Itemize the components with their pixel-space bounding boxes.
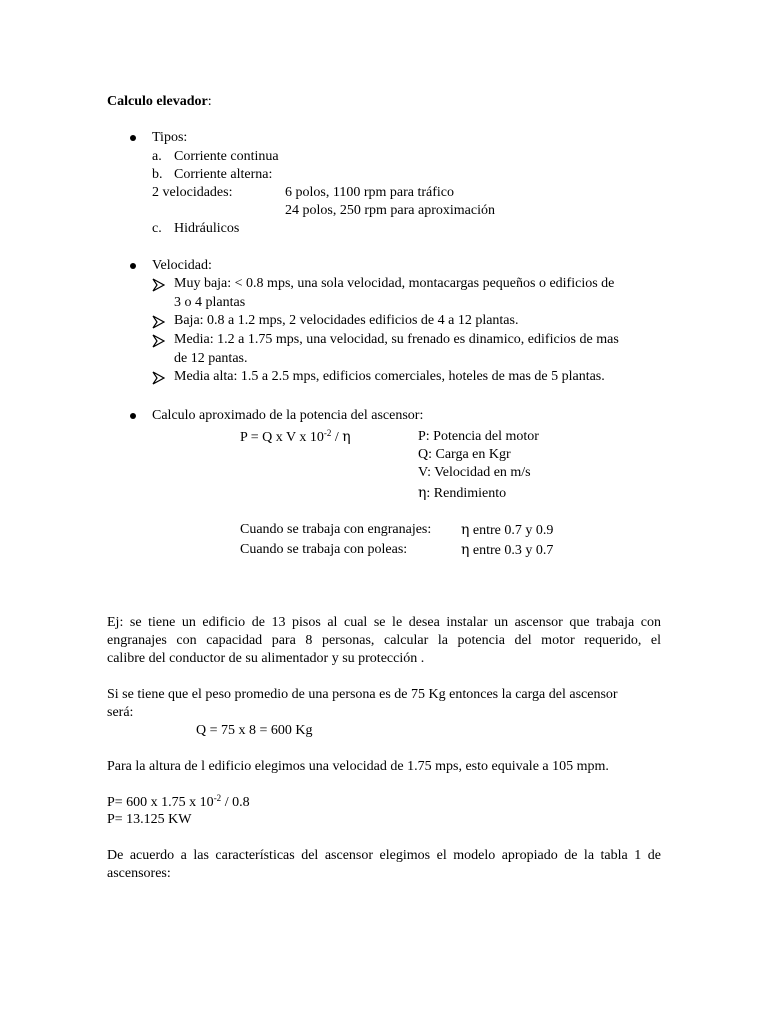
velocidad-media-1: Media: 1.2 a 1.75 mps, una velocidad, su frenado es dinamico, edificios de mas xyxy=(174,332,619,347)
arrow-bullet-icon xyxy=(152,315,165,329)
arrow-bullet-icon xyxy=(152,278,165,292)
velocidad-baja: Baja: 0.8 a 1.2 mps, 2 velocidades edificios de 4 a 12 plantas. xyxy=(174,313,519,328)
speed-1: 6 polos, 1100 rpm para tráfico xyxy=(285,185,454,200)
arrow-bullet-icon xyxy=(152,334,165,348)
tipos-c-mark: c. xyxy=(152,221,162,236)
speed-2: 24 polos, 250 rpm para aproximación xyxy=(285,203,495,218)
engranajes-range: entre 0.7 y 0.9 xyxy=(469,523,554,538)
formula-text: P = Q x V x 10 xyxy=(240,430,324,445)
document-title: Calculo elevador xyxy=(107,94,208,109)
example-line-2: engranajes con capacidad para 8 personas, calcular la potencia del motor requerido, el xyxy=(107,633,661,648)
poleas-eta: η xyxy=(461,542,470,558)
formula-divide: / xyxy=(331,430,343,445)
document-title-line xyxy=(107,93,212,111)
velocidad-muy-baja-2: 3 o 4 plantas xyxy=(174,295,246,310)
p-calc-divide: / 0.8 xyxy=(221,795,250,810)
tipos-b: Corriente alterna: xyxy=(174,167,273,182)
p-calculation xyxy=(107,794,250,812)
formula-eta: η xyxy=(342,429,351,445)
example-line-3: calibre del conductor de su alimentador y su protección . xyxy=(107,651,425,666)
def-eta xyxy=(418,484,506,503)
power-formula xyxy=(240,428,351,447)
tipos-label: Tipos: xyxy=(152,130,188,145)
two-speeds-label: 2 velocidades: xyxy=(152,185,233,200)
bullet-icon xyxy=(130,135,136,141)
altura-line: Para la altura de l edificio elegimos una velocidad de 1.75 mps, esto equivale a 105 mpm. xyxy=(107,759,609,774)
velocidad-media-alta: Media alta: 1.5 a 2.5 mps, edificios comerciales, hoteles de mas de 5 plantas. xyxy=(174,369,605,384)
tipos-a: Corriente continua xyxy=(174,149,279,164)
velocidad-label: Velocidad: xyxy=(152,258,212,273)
def-p: P: Potencia del motor xyxy=(418,429,539,444)
tipos-b-mark: b. xyxy=(152,167,163,182)
title-colon: : xyxy=(207,94,212,109)
tipos-a-mark: a. xyxy=(152,149,162,164)
bullet-icon xyxy=(130,263,136,269)
poleas-label: Cuando se trabaja con poleas: xyxy=(240,542,408,557)
engranajes-value xyxy=(461,521,553,540)
velocidad-media-2: de 12 pantas. xyxy=(174,351,248,366)
arrow-bullet-icon xyxy=(152,371,165,385)
poleas-value xyxy=(461,541,553,560)
velocidad-muy-baja-1: Muy baja: < 0.8 mps, una sola velocidad, montacargas pequeños o edificios de xyxy=(174,276,615,291)
engranajes-label: Cuando se trabaja con engranajes: xyxy=(240,522,432,537)
bullet-icon xyxy=(130,413,136,419)
tipos-c: Hidráulicos xyxy=(174,221,240,236)
q-calculation: Q = 75 x 8 = 600 Kg xyxy=(196,723,313,738)
acuerdo-line-2: ascensores: xyxy=(107,866,171,881)
formula-exponent: -2 xyxy=(323,428,332,438)
peso-line-2: será: xyxy=(107,705,134,720)
acuerdo-line-1: De acuerdo a las características del ascensor elegimos el modelo apropiado de la tabla 1 de xyxy=(107,848,661,863)
def-eta-text: : Rendimiento xyxy=(426,486,507,501)
def-v: V: Velocidad en m/s xyxy=(418,465,531,480)
p-result: P= 13.125 KW xyxy=(107,812,192,827)
potencia-label: Calculo aproximado de la potencia del ascensor: xyxy=(152,408,424,423)
poleas-range: entre 0.3 y 0.7 xyxy=(469,543,554,558)
engranajes-eta: η xyxy=(461,522,470,538)
def-eta-symbol: η xyxy=(418,485,427,501)
p-calc-exponent: -2 xyxy=(213,793,222,803)
peso-line-1: Si se tiene que el peso promedio de una persona es de 75 Kg entonces la carga del ascensor xyxy=(107,687,618,702)
def-q: Q: Carga en Kgr xyxy=(418,447,511,462)
p-calc-text: P= 600 x 1.75 x 10 xyxy=(107,795,214,810)
example-line-1: Ej: se tiene un edificio de 13 pisos al cual se le desea instalar un ascensor que trabaja con xyxy=(107,615,661,630)
